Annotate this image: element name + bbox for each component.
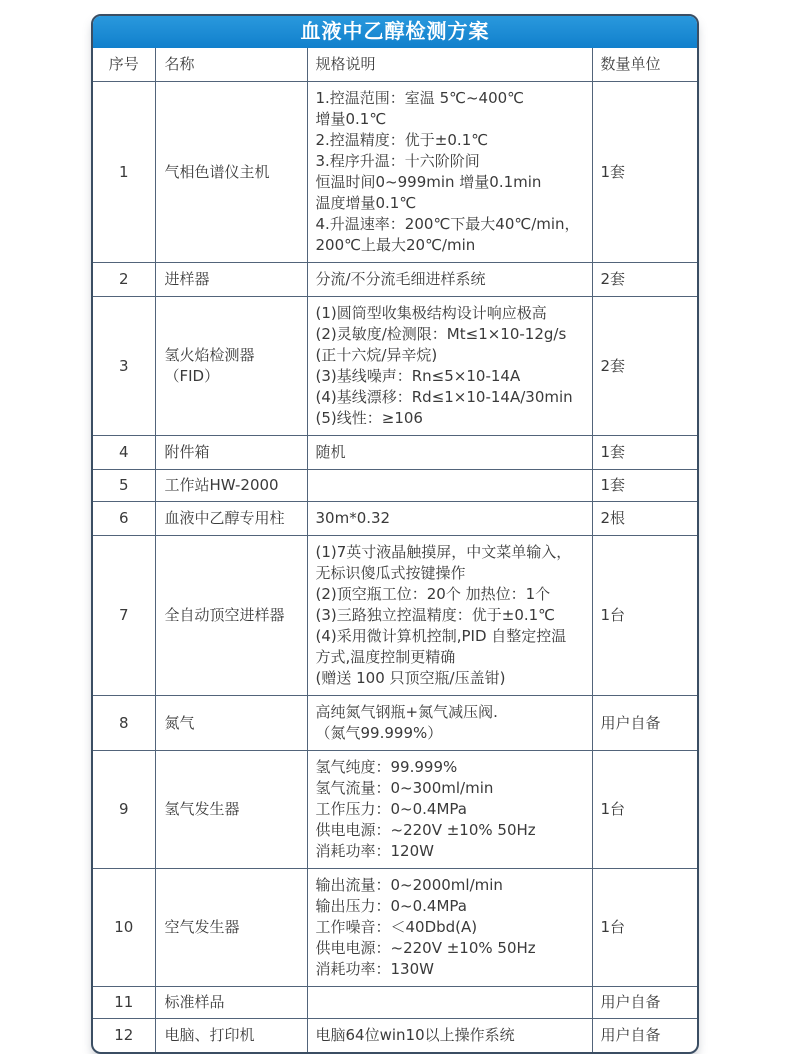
spec-line: (1)7英寸液晶触摸屏，中文菜单输入，: [315, 543, 572, 561]
spec-line: 随机: [315, 443, 346, 461]
cell-no: 5: [93, 470, 155, 502]
cell-spec: [307, 869, 592, 987]
cell-qty: 用户自备: [592, 987, 697, 1019]
cell-name: 工作站HW-2000: [155, 470, 307, 502]
cell-spec: [307, 1019, 592, 1053]
cell-spec: [307, 470, 592, 502]
cell-qty: 1台: [592, 869, 697, 987]
cell-no: 11: [93, 987, 155, 1019]
spec-line: (5)线性：≥106: [315, 409, 423, 427]
cell-name: 进样器: [155, 263, 307, 297]
spec-line: 供电电源：~220V ±10% 50Hz: [315, 821, 536, 839]
cell-qty: 1台: [592, 536, 697, 696]
spec-line: （氮气99.999%）: [315, 724, 443, 742]
cell-qty: 用户自备: [592, 1019, 697, 1053]
spec-line: (1)圆筒型收集极结构设计响应极高: [315, 304, 547, 322]
spec-line: 方式,温度控制更精确: [315, 648, 456, 666]
spec-line: 恒温时间0~999min 增量0.1min: [315, 173, 542, 191]
spec-line: (3)基线噪声：Rn≤5×10-14A: [315, 367, 521, 385]
cell-name: 血液中乙醇专用柱: [155, 502, 307, 536]
cell-spec: [307, 696, 592, 751]
spec-line: 消耗功率：120W: [315, 842, 434, 860]
spec-line: 输出压力：0~0.4MPa: [315, 897, 467, 915]
cell-name: 氮气: [155, 696, 307, 751]
header-row: [93, 48, 697, 82]
table-row: [93, 263, 697, 297]
cell-name: 标准样品: [155, 987, 307, 1019]
table-row: [93, 502, 697, 536]
cell-qty: 2套: [592, 263, 697, 297]
col-header-name: 名称: [155, 48, 307, 82]
cell-qty: 1台: [592, 751, 697, 869]
cell-no: 10: [93, 869, 155, 987]
cell-name: 电脑、打印机: [155, 1019, 307, 1053]
cell-spec: [307, 502, 592, 536]
table-row: [93, 987, 697, 1019]
col-header-qty: 数量单位: [592, 48, 697, 82]
cell-spec: [307, 82, 592, 263]
spec-line: (2)灵敏度/检测限：Mt≤1×10-12g/s: [315, 325, 567, 343]
spec-line: 增量0.1℃: [315, 110, 387, 128]
cell-no: 6: [93, 502, 155, 536]
spec-line: 4.升温速率：200℃下最大40℃/min，: [315, 215, 580, 233]
spec-line: 无标识傻瓜式按键操作: [315, 564, 466, 582]
spec-line: (4)基线漂移：Rd≤1×10-14A/30min: [315, 388, 573, 406]
cell-name: 氢气发生器: [155, 751, 307, 869]
cell-spec: [307, 263, 592, 297]
spec-line: 1.控温范围：室温 5℃~400℃: [315, 89, 525, 107]
spec-sheet: [91, 14, 699, 1054]
cell-no: 8: [93, 696, 155, 751]
cell-qty: 2根: [592, 502, 697, 536]
table-row: [93, 536, 697, 696]
cell-qty: 1套: [592, 436, 697, 470]
table-row: [93, 470, 697, 502]
spec-line: 3.程序升温：十六阶阶间: [315, 152, 480, 170]
col-header-spec: 规格说明: [307, 48, 592, 82]
page-title: 血液中乙醇检测方案: [300, 19, 490, 43]
cell-no: 12: [93, 1019, 155, 1053]
spec-line: 30m*0.32: [315, 509, 391, 527]
cell-no: 9: [93, 751, 155, 869]
table-row: [93, 869, 697, 987]
cell-qty: 1套: [592, 470, 697, 502]
spec-line: (3)三路独立控温精度：优于±0.1℃: [315, 606, 556, 624]
spec-table: [93, 48, 697, 1052]
spec-line: (4)采用微计算机控制,PID 自整定控温: [315, 627, 567, 645]
table-row: [93, 297, 697, 436]
cell-qty: 用户自备: [592, 696, 697, 751]
spec-line: 高纯氮气钢瓶+氮气减压阀.: [315, 703, 498, 721]
cell-no: 2: [93, 263, 155, 297]
spec-line: 工作噪音：＜40Dbd(A): [315, 918, 478, 936]
table-header: [93, 48, 697, 82]
cell-spec: [307, 436, 592, 470]
cell-no: 4: [93, 436, 155, 470]
spec-line: 分流/不分流毛细进样系统: [315, 270, 486, 288]
cell-no: 7: [93, 536, 155, 696]
table-body: [93, 82, 697, 1053]
cell-name: 空气发生器: [155, 869, 307, 987]
table-row: [93, 751, 697, 869]
spec-line: (正十六烷/异辛烷): [315, 346, 438, 364]
cell-no: 3: [93, 297, 155, 436]
table-row: [93, 696, 697, 751]
cell-no: 1: [93, 82, 155, 263]
table-row: [93, 436, 697, 470]
cell-name: 全自动顶空进样器: [155, 536, 307, 696]
spec-line: 200℃上最大20℃/min: [315, 236, 476, 254]
spec-line: 消耗功率：130W: [315, 960, 434, 978]
cell-spec: [307, 297, 592, 436]
cell-spec: [307, 987, 592, 1019]
spec-line: (赠送 100 只顶空瓶/压盖钳): [315, 669, 506, 687]
spec-line: 氢气纯度：99.999%: [315, 758, 458, 776]
cell-qty: 2套: [592, 297, 697, 436]
spec-line: 氢气流量：0~300ml/min: [315, 779, 494, 797]
col-header-no: 序号: [93, 48, 155, 82]
table-row: [93, 82, 697, 263]
cell-name: 气相色谱仪主机: [155, 82, 307, 263]
spec-line: 温度增量0.1℃: [315, 194, 417, 212]
title-bar: [91, 14, 699, 48]
cell-qty: 1套: [592, 82, 697, 263]
table-row: [93, 1019, 697, 1053]
spec-line: 电脑64位win10以上操作系统: [315, 1026, 515, 1044]
cell-name: 附件箱: [155, 436, 307, 470]
spec-line: 工作压力：0~0.4MPa: [315, 800, 467, 818]
cell-spec: [307, 751, 592, 869]
spec-line: (2)顶空瓶工位：20个 加热位：1个: [315, 585, 551, 603]
spec-line: 输出流量：0~2000ml/min: [315, 876, 503, 894]
cell-name: 氢火焰检测器（FID）: [155, 297, 307, 436]
spec-line: 2.控温精度：优于±0.1℃: [315, 131, 489, 149]
spec-line: 供电电源：~220V ±10% 50Hz: [315, 939, 536, 957]
cell-spec: [307, 536, 592, 696]
